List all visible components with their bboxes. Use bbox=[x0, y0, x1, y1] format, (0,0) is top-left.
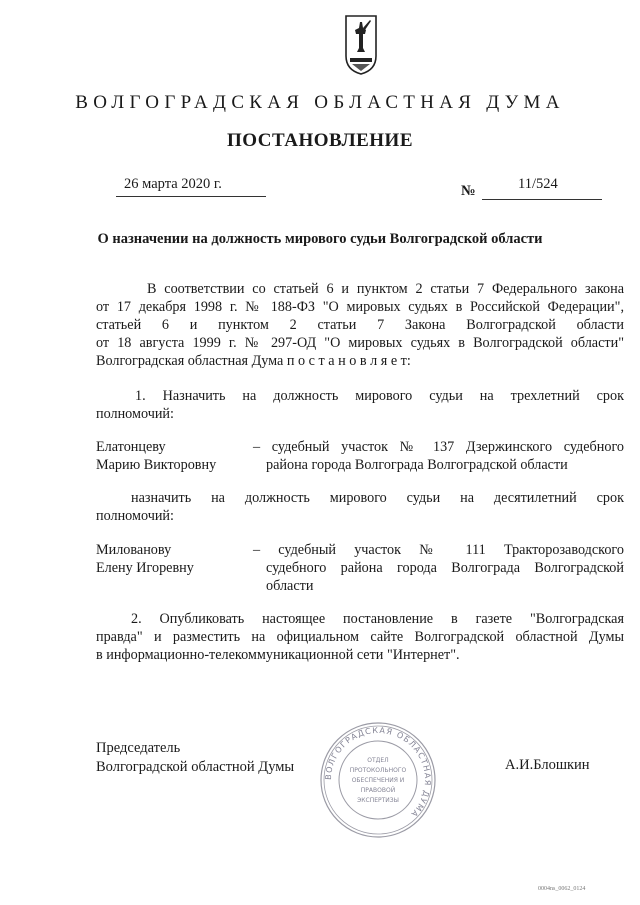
scan-mark: 0004ns_0062_0124 bbox=[538, 886, 586, 892]
item-2-line: правда" и разместить на официальном сайте Волгоградской областной Думы bbox=[96, 629, 624, 645]
stamp-inner-text: ПРОТОКОЛЬНОГО bbox=[349, 767, 407, 774]
organization-title: ВОЛГОГРАДСКАЯ ОБЛАСТНАЯ ДУМА bbox=[75, 92, 565, 113]
date-underline bbox=[116, 196, 266, 197]
document-number: 11/524 bbox=[518, 176, 558, 192]
court-district: – судебный участок № 137 Дзержинского судебного bbox=[253, 439, 624, 455]
preamble-line: от 17 декабря 1998 г. № 188-ФЗ "О мировых судьях в Российской Федерации", bbox=[96, 299, 624, 315]
document-subject: О назначении на должность мирового судьи Волгоградской области bbox=[97, 231, 543, 247]
appointee-name: Милованову bbox=[96, 542, 172, 558]
stamp-outer-text: ВОЛГОГРАДСКАЯ ОБЛАСТНАЯ ДУМА bbox=[323, 725, 433, 820]
signatory-title: Председатель Волгоградской областной Думы bbox=[96, 740, 295, 775]
appointee-name: Елатонцеву bbox=[96, 439, 166, 455]
item-1-line: полномочий: bbox=[96, 406, 174, 422]
appointee-name: Елену Игоревну bbox=[96, 560, 194, 576]
preamble-line: Волгоградская областная Дума п о с т а н о в л я е т: bbox=[96, 353, 411, 369]
court-district: района города Волгограда Волгоградской области bbox=[266, 457, 568, 473]
document-date: 26 марта 2020 г. bbox=[124, 176, 222, 192]
number-underline bbox=[482, 199, 602, 200]
item-2-line: 2. Опубликовать настоящее постановление в газете "Волгоградская bbox=[131, 611, 624, 627]
item-1-line: 1. Назначить на должность мирового судьи на трехлетний срок bbox=[135, 388, 624, 404]
appointee-name: Марию Викторовну bbox=[96, 457, 217, 473]
number-sign: № bbox=[461, 183, 476, 199]
stamp-inner-text: ОБЕСПЕЧЕНИЯ И bbox=[351, 777, 405, 784]
official-stamp bbox=[318, 720, 438, 840]
item-1b-line: назначить на должность мирового судьи на десятилетний срок bbox=[131, 490, 624, 506]
court-district: области bbox=[266, 578, 314, 594]
preamble-line: от 18 августа 1999 г. № 297-ОД "О мировых судьях в Волгоградской области" bbox=[96, 335, 624, 351]
coat-of-arms-emblem bbox=[344, 14, 378, 76]
court-district: судебного района города Волгограда Волгоградской bbox=[266, 560, 624, 576]
preamble-line: В соответствии со статьей 6 и пунктом 2 статьи 7 Федерального закона bbox=[147, 281, 624, 297]
document-type: ПОСТАНОВЛЕНИЕ bbox=[226, 130, 414, 151]
item-1b-line: полномочий: bbox=[96, 508, 174, 524]
signatory-name: А.И.Блошкин bbox=[505, 757, 590, 773]
stamp-inner-text: ПРАВОВОЙ bbox=[360, 787, 396, 794]
stamp-inner-text: ЭКСПЕРТИЗЫ bbox=[357, 797, 399, 804]
stamp-inner-text: ОТДЕЛ bbox=[367, 757, 389, 764]
court-district: – судебный участок № 111 Тракторозаводского bbox=[253, 542, 624, 558]
preamble-line: статьей 6 и пунктом 2 статьи 7 Закона Волгоградской области bbox=[96, 317, 624, 333]
item-2-line: в информационно-телекоммуникационной сети "Интернет". bbox=[96, 647, 460, 663]
